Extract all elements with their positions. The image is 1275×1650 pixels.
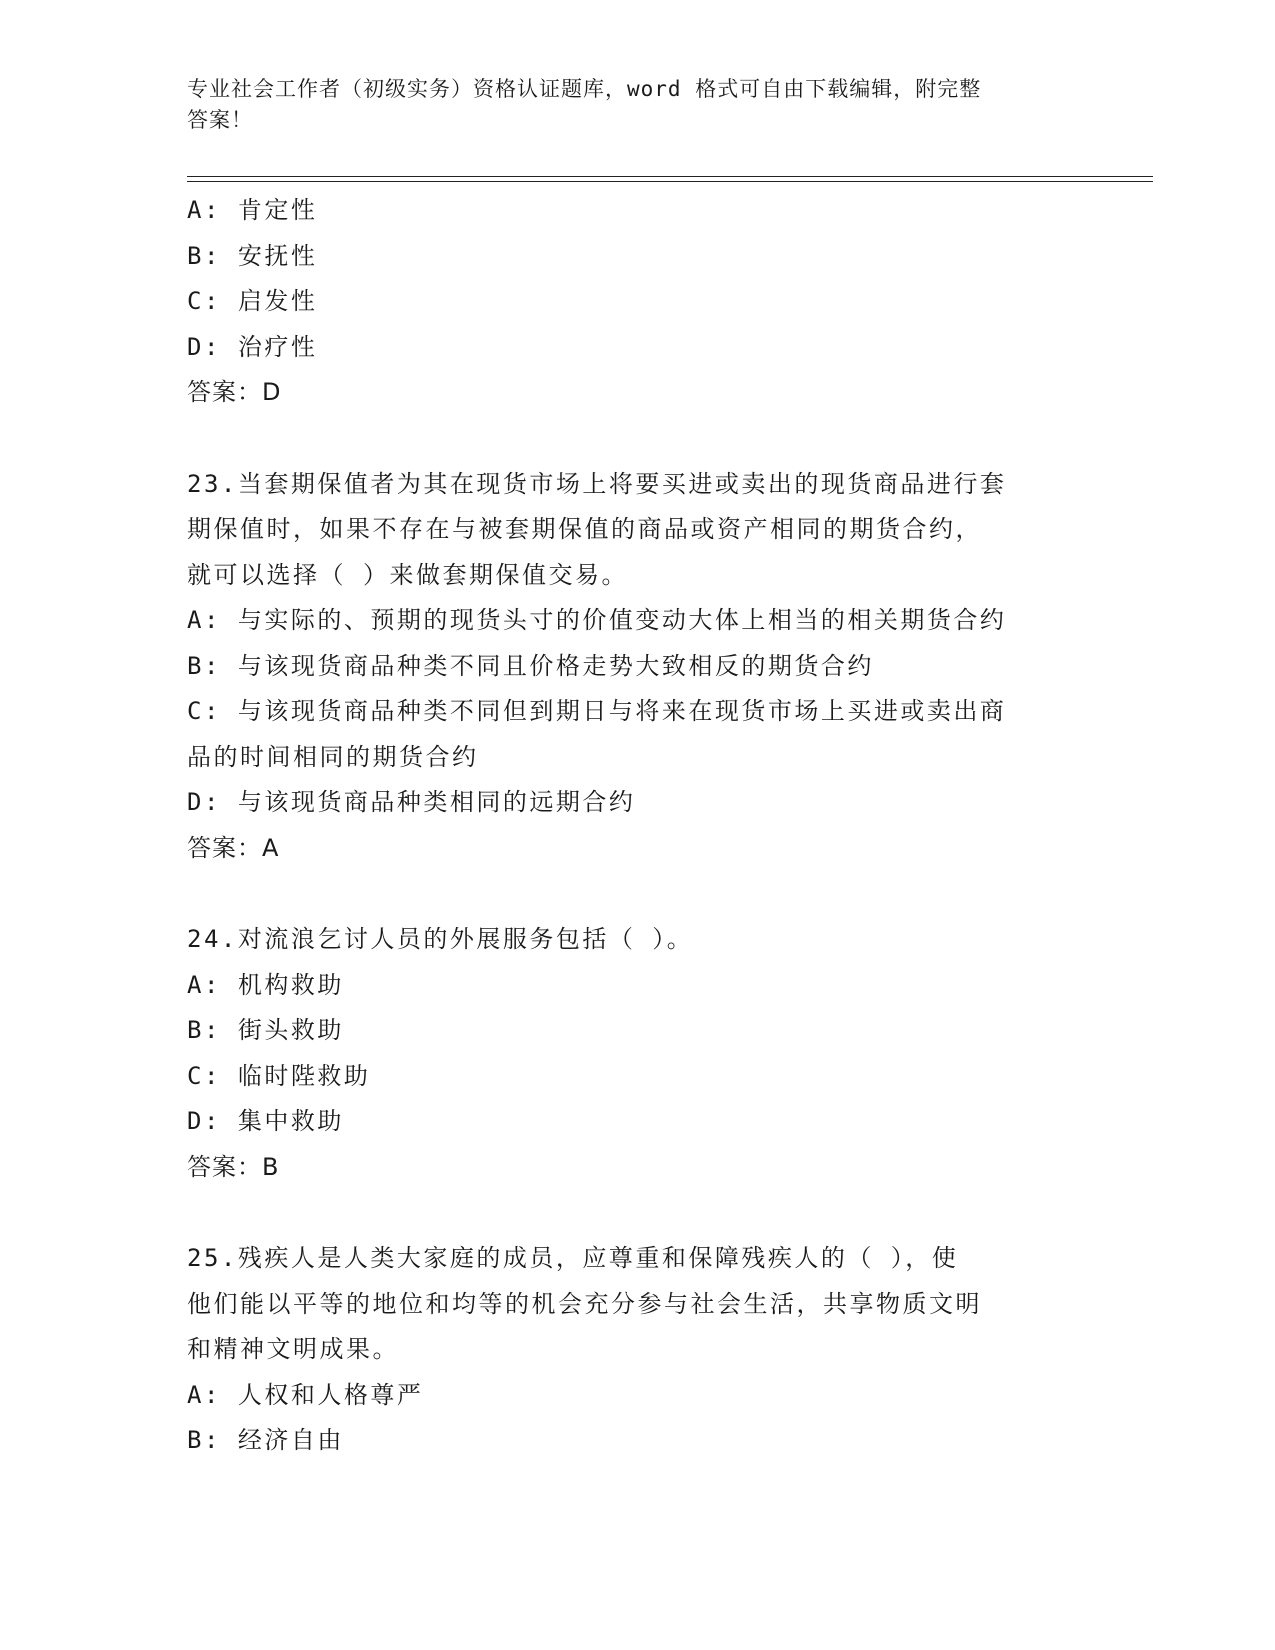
option-b: B: 经济自由 <box>187 1426 344 1454</box>
option-c: C: 启发性 <box>187 287 318 315</box>
question-stem: 24.对流浪乞讨人员的外展服务包括（ ）。 <box>187 925 694 953</box>
question-22 <box>187 188 1087 416</box>
question-list <box>187 188 1087 1464</box>
question-stem: 他们能以平等的地位和均等的机会充分参与社会生活，共享物质文明 <box>187 1289 982 1318</box>
option-a: A: 人权和人格尊严 <box>187 1380 424 1409</box>
option-c-continued: 品的时间相同的期货合约 <box>187 742 479 771</box>
option-a: A: 肯定性 <box>187 196 318 224</box>
answer: 答案：D <box>187 378 282 406</box>
document-header <box>187 74 1067 136</box>
question-stem: 和精神文明成果。 <box>187 1335 399 1363</box>
answer: 答案：B <box>187 1152 280 1181</box>
question-stem: 就可以选择（ ）来做套期保值交易。 <box>187 560 628 589</box>
option-d: D: 集中救助 <box>187 1107 344 1135</box>
question-25 <box>187 1236 1087 1464</box>
option-d: D: 与该现货商品种类相同的远期合约 <box>187 788 636 816</box>
question-24 <box>187 917 1087 1190</box>
option-a: A: 机构救助 <box>187 970 344 999</box>
option-b: B: 安抚性 <box>187 241 318 270</box>
answer: 答案：A <box>187 833 280 862</box>
header-line-1: 专业社会工作者（初级实务）资格认证题库，word 格式可自由下载编辑，附完整 <box>187 77 982 101</box>
header-line-2: 答案！ <box>187 108 253 132</box>
header-divider-bottom <box>187 181 1153 182</box>
option-b: B: 街头救助 <box>187 1016 344 1044</box>
option-b: B: 与该现货商品种类不同且价格走势大致相反的期货合约 <box>187 651 874 680</box>
question-stem: 期保值时，如果不存在与被套期保值的商品或资产相同的期货合约， <box>187 515 982 543</box>
option-c: C: 临时陛救助 <box>187 1061 371 1090</box>
question-stem: 23.当套期保值者为其在现货市场上将要买进或卖出的现货商品进行套 <box>187 469 1007 498</box>
option-a: A: 与实际的、预期的现货头寸的价值变动大体上相当的相关期货合约 <box>187 606 1007 634</box>
question-23 <box>187 462 1087 872</box>
option-c: C: 与该现货商品种类不同但到期日与将来在现货市场上买进或卖出商 <box>187 697 1007 725</box>
header-divider-top <box>187 176 1153 177</box>
option-d: D: 治疗性 <box>187 332 318 361</box>
question-stem: 25.残疾人是人类大家庭的成员，应尊重和保障残疾人的（ ），使 <box>187 1244 959 1272</box>
